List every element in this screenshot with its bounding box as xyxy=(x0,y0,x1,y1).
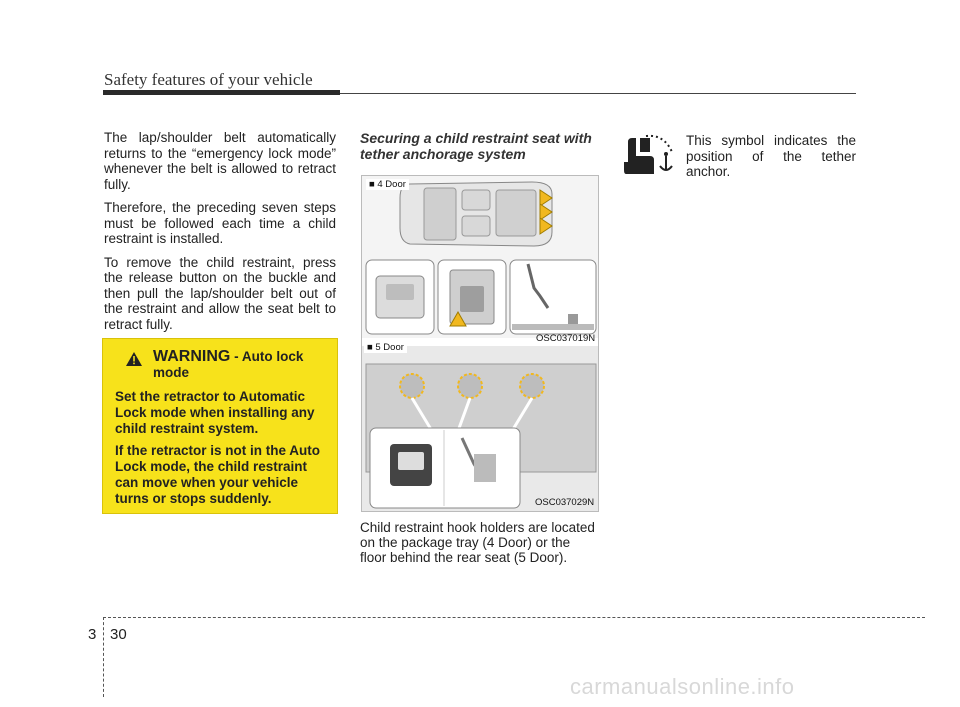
figure-code-top: OSC037019N xyxy=(536,333,596,344)
tray-detail-illustration xyxy=(366,260,434,334)
page-number: 30 xyxy=(110,626,127,643)
figure-caption: Child restraint hook holders are located on the package tray (4 Door) or the floor behind the rear seat (5 Door). xyxy=(360,520,595,565)
warning-paragraph: If the retractor is not in the Auto Lock mode, the child restraint can move when your vehicle turns or stops suddenly. xyxy=(115,443,321,506)
tether-anchor-figure xyxy=(361,175,599,512)
paragraph: Therefore, the preceding seven steps must be followed each time a child restraint is installed. xyxy=(104,200,336,246)
warning-box xyxy=(102,338,338,514)
paragraph: The lap/shoulder belt automatically returns to the “emergency lock mode” whenever the belt is allowed to retract fully. xyxy=(104,130,336,192)
warning-header xyxy=(115,349,329,381)
warning-triangle-icon xyxy=(125,351,143,371)
warning-paragraph: Set the retractor to Automatic Lock mode when installing any child restraint system. xyxy=(115,389,315,436)
figure-code-bottom: OSC037029N xyxy=(535,497,595,508)
watermark: carmanualsonline.info xyxy=(570,674,795,699)
footer-rule-vertical xyxy=(103,617,104,697)
page-header-title: Safety features of your vehicle xyxy=(104,70,313,89)
footer-rule xyxy=(103,617,925,618)
tether-strap-detail-illustration xyxy=(510,260,596,334)
paragraph: To remove the child restraint, press the release button on the buckle and then pull the lap/shoulder belt out of the restraint and allow the seat belt to retract fully. xyxy=(104,254,336,332)
hook-holder-detail-illustration xyxy=(438,260,506,334)
tether-anchor-symbol-icon xyxy=(620,134,676,185)
for-tether-text: FOR TETHER xyxy=(395,487,421,492)
warning-word: WARNING xyxy=(153,348,231,365)
chapter-number: 3 xyxy=(88,626,97,643)
car-top-view-illustration xyxy=(400,182,552,246)
four-door-label: ■ 4 Door xyxy=(366,179,409,190)
header-bar xyxy=(103,90,340,95)
symbol-description: This symbol indicates the position of the tether anchor. xyxy=(686,133,856,179)
section-title: Securing a child restraint seat with tether anchorage system xyxy=(360,130,592,162)
header-rule xyxy=(340,93,856,94)
five-door-label: ■ 5 Door xyxy=(364,342,407,353)
warning-subtitle: - Auto lock mode xyxy=(153,349,304,380)
body-text-column xyxy=(104,130,336,340)
